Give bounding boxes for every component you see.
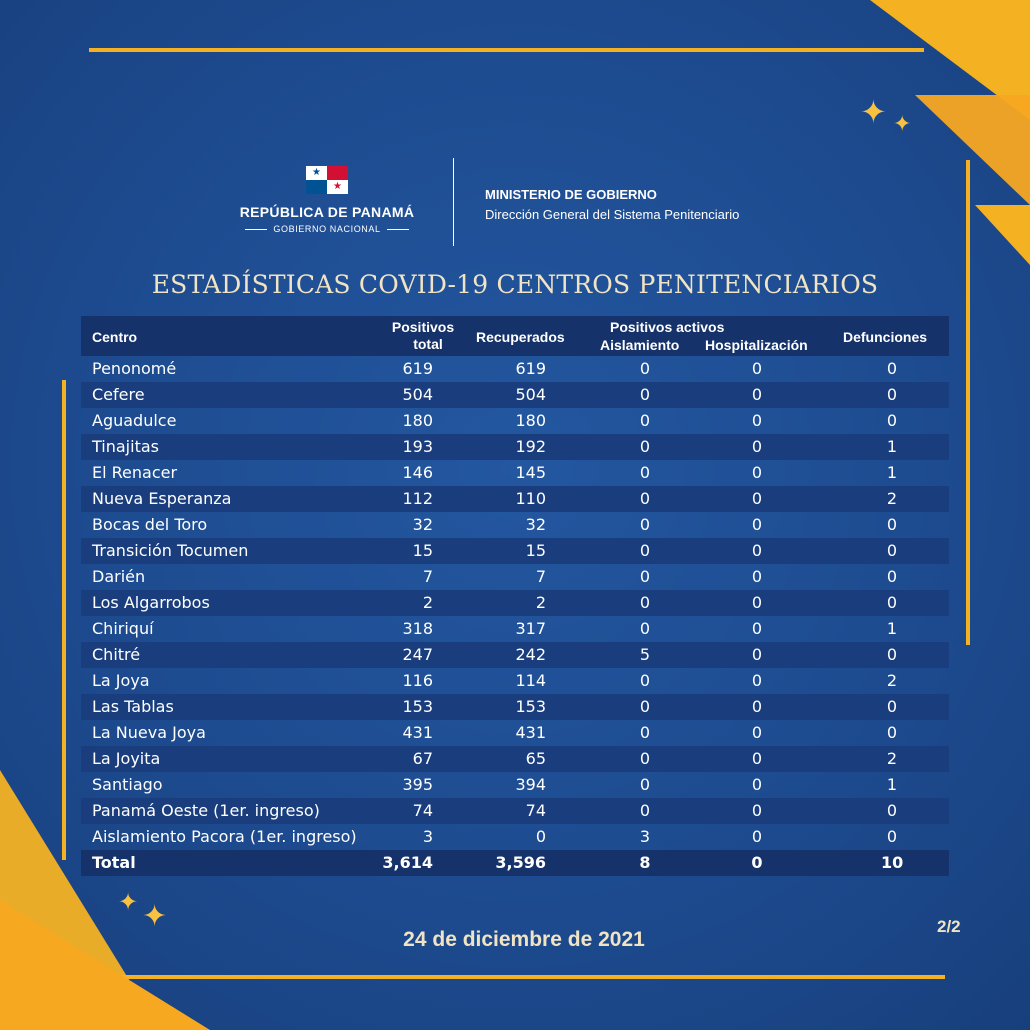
- sparkle-icon: ✦: [893, 112, 912, 137]
- cell-centro: Bocas del Toro: [92, 515, 208, 534]
- col-centro: Centro: [92, 329, 138, 345]
- corner-triangle-bottom-b: [0, 900, 210, 1030]
- cell-defunciones: 0: [886, 593, 898, 612]
- cell-centro: Tinajitas: [92, 437, 159, 456]
- cell-defunciones: 0: [886, 567, 898, 586]
- cell-aislamiento: 0: [639, 619, 651, 638]
- cell-centro: Chiriquí: [92, 619, 154, 638]
- cell-hospitalizacion: 0: [751, 567, 763, 586]
- cell-aislamiento: 0: [639, 801, 651, 820]
- cell-aislamiento: 0: [639, 411, 651, 430]
- cell-hospitalizacion: 0: [751, 749, 763, 768]
- cell-positivos: 180: [402, 411, 433, 430]
- cell-defunciones: 0: [886, 359, 898, 378]
- cell-hospitalizacion: 0: [751, 489, 763, 508]
- cell-hospitalizacion: 0: [751, 463, 763, 482]
- cell-hospitalizacion: 0: [751, 593, 763, 612]
- cell-hospitalizacion: 0: [751, 411, 763, 430]
- cell-aislamiento: 8: [639, 853, 651, 872]
- cell-defunciones: 2: [886, 671, 898, 690]
- cell-centro: Los Algarrobos: [92, 593, 210, 612]
- cell-recuperados: 504: [515, 385, 546, 404]
- cell-recuperados: 15: [525, 541, 546, 560]
- table-row: [81, 486, 949, 512]
- directorate-name: Dirección General del Sistema Penitenciario: [485, 207, 740, 222]
- cell-defunciones: 0: [886, 723, 898, 742]
- table-row-total: [81, 850, 949, 876]
- cell-positivos: 3: [422, 827, 433, 846]
- cell-defunciones: 1: [886, 437, 898, 456]
- cell-positivos: 32: [412, 515, 433, 534]
- cell-centro: Total: [92, 853, 136, 872]
- cell-defunciones: 1: [886, 463, 898, 482]
- table-row: [81, 564, 949, 590]
- cell-aislamiento: 5: [639, 645, 651, 664]
- cell-recuperados: 74: [525, 801, 546, 820]
- table-row: [81, 746, 949, 772]
- cell-hospitalizacion: 0: [751, 437, 763, 456]
- table-row: [81, 772, 949, 798]
- cell-positivos: 116: [402, 671, 433, 690]
- cell-defunciones: 2: [886, 489, 898, 508]
- cell-aislamiento: 0: [639, 541, 651, 560]
- table-row: [81, 616, 949, 642]
- cell-hospitalizacion: 0: [751, 723, 763, 742]
- cell-hospitalizacion: 0: [751, 775, 763, 794]
- cell-centro: Nueva Esperanza: [92, 489, 232, 508]
- cell-hospitalizacion: 0: [751, 385, 763, 404]
- cell-defunciones: 1: [886, 619, 898, 638]
- table-row: [81, 382, 949, 408]
- cell-positivos: 318: [402, 619, 433, 638]
- cell-hospitalizacion: 0: [751, 801, 763, 820]
- cell-recuperados: 192: [515, 437, 546, 456]
- table-header: [81, 316, 949, 356]
- government-name: GOBIERNO NACIONAL: [220, 224, 434, 234]
- cell-defunciones: 1: [886, 775, 898, 794]
- cell-recuperados: 114: [515, 671, 546, 690]
- cell-recuperados: 317: [515, 619, 546, 638]
- cell-defunciones: 0: [886, 411, 898, 430]
- table-row: [81, 824, 949, 850]
- table-row: [81, 512, 949, 538]
- panama-flag-icon: ★ ★: [306, 166, 348, 194]
- covid-table: [81, 316, 949, 876]
- table-row: [81, 460, 949, 486]
- cell-aislamiento: 0: [639, 671, 651, 690]
- cell-positivos: 2: [422, 593, 433, 612]
- page-indicator: 2/2: [937, 917, 961, 936]
- col-positivos-activos: Positivos activos: [610, 319, 725, 335]
- cell-centro: Darién: [92, 567, 146, 586]
- cell-positivos: 67: [412, 749, 433, 768]
- table-row: [81, 642, 949, 668]
- cell-recuperados: 153: [515, 697, 546, 716]
- col-positivos: Positivos total: [391, 319, 455, 352]
- table-row: [81, 590, 949, 616]
- cell-hospitalizacion: 0: [751, 619, 763, 638]
- cell-hospitalizacion: 0: [751, 515, 763, 534]
- cell-aislamiento: 0: [639, 515, 651, 534]
- cell-recuperados: 0: [535, 827, 546, 846]
- page-title: ESTADÍSTICAS COVID-19 CENTROS PENITENCIARIOS: [151, 270, 879, 299]
- cell-centro: Aguadulce: [92, 411, 177, 430]
- sparkle-icon: ✦: [860, 93, 887, 131]
- cell-defunciones: 0: [886, 697, 898, 716]
- table-row: [81, 356, 949, 382]
- cell-recuperados: 32: [525, 515, 546, 534]
- cell-recuperados: 7: [535, 567, 546, 586]
- col-recuperados: Recuperados: [476, 329, 565, 345]
- cell-hospitalizacion: 0: [751, 827, 763, 846]
- cell-recuperados: 65: [525, 749, 546, 768]
- cell-centro: El Renacer: [92, 463, 178, 482]
- cell-positivos: 15: [412, 541, 433, 560]
- cell-aislamiento: 0: [639, 463, 651, 482]
- cell-centro: La Nueva Joya: [92, 723, 206, 742]
- col-defunciones: Defunciones: [843, 329, 928, 345]
- cell-positivos: 7: [422, 567, 433, 586]
- cell-centro: Transición Tocumen: [92, 541, 249, 560]
- table-row: [81, 694, 949, 720]
- cell-positivos: 74: [412, 801, 433, 820]
- cell-defunciones: 0: [886, 801, 898, 820]
- header: [0, 150, 1030, 260]
- top-gold-line: [89, 48, 924, 52]
- cell-recuperados: 242: [515, 645, 546, 664]
- cell-positivos: 146: [402, 463, 433, 482]
- cell-recuperados: 2: [535, 593, 546, 612]
- cell-positivos: 395: [402, 775, 433, 794]
- cell-aislamiento: 0: [639, 593, 651, 612]
- cell-aislamiento: 0: [639, 567, 651, 586]
- cell-aislamiento: 0: [639, 437, 651, 456]
- table-row: [81, 798, 949, 824]
- cell-defunciones: 2: [886, 749, 898, 768]
- cell-hospitalizacion: 0: [751, 541, 763, 560]
- cell-defunciones: 10: [881, 853, 904, 872]
- cell-centro: Penonomé: [92, 359, 177, 378]
- cell-aislamiento: 0: [639, 489, 651, 508]
- cell-recuperados: 180: [515, 411, 546, 430]
- cell-centro: Las Tablas: [92, 697, 174, 716]
- table-row: [81, 434, 949, 460]
- cell-defunciones: 0: [886, 827, 898, 846]
- cell-aislamiento: 0: [639, 749, 651, 768]
- cell-positivos: 431: [402, 723, 433, 742]
- cell-centro: Panamá Oeste (1er. ingreso): [92, 801, 320, 820]
- cell-hospitalizacion: 0: [751, 671, 763, 690]
- cell-defunciones: 0: [886, 515, 898, 534]
- cell-defunciones: 0: [886, 645, 898, 664]
- cell-positivos: 504: [402, 385, 433, 404]
- cell-recuperados: 394: [515, 775, 546, 794]
- sparkle-icon: ✦: [142, 899, 168, 934]
- table-row: [81, 668, 949, 694]
- cell-recuperados: 145: [515, 463, 546, 482]
- cell-defunciones: 0: [886, 541, 898, 560]
- cell-aislamiento: 0: [639, 697, 651, 716]
- header-divider: [453, 158, 454, 246]
- cell-positivos: 3,614: [382, 853, 433, 872]
- cell-centro: La Joyita: [92, 749, 161, 768]
- cell-recuperados: 3,596: [495, 853, 546, 872]
- cell-recuperados: 619: [515, 359, 546, 378]
- cell-positivos: 619: [402, 359, 433, 378]
- cell-centro: Cefere: [92, 385, 145, 404]
- cell-positivos: 153: [402, 697, 433, 716]
- table-row: [81, 538, 949, 564]
- cell-centro: Santiago: [92, 775, 163, 794]
- bottom-gold-line: [120, 975, 945, 979]
- cell-defunciones: 0: [886, 385, 898, 404]
- cell-positivos: 247: [402, 645, 433, 664]
- cell-aislamiento: 0: [639, 723, 651, 742]
- cell-aislamiento: 0: [639, 775, 651, 794]
- cell-positivos: 112: [402, 489, 433, 508]
- sparkle-icon: ✦: [118, 888, 139, 916]
- cell-aislamiento: 0: [639, 385, 651, 404]
- report-date: 24 de diciembre de 2021: [403, 928, 645, 951]
- cell-recuperados: 431: [515, 723, 546, 742]
- cell-recuperados: 110: [515, 489, 546, 508]
- cell-centro: Aislamiento Pacora (1er. ingreso): [92, 827, 357, 846]
- republic-name: REPÚBLICA DE PANAMÁ: [239, 204, 415, 220]
- cell-centro: Chitré: [92, 645, 141, 664]
- cell-aislamiento: 0: [639, 359, 651, 378]
- ministry-name: MINISTERIO DE GOBIERNO: [485, 187, 657, 202]
- cell-hospitalizacion: 0: [751, 697, 763, 716]
- cell-hospitalizacion: 0: [751, 359, 763, 378]
- cell-positivos: 193: [402, 437, 433, 456]
- table-body: [81, 356, 949, 850]
- table-row: [81, 408, 949, 434]
- cell-aislamiento: 3: [639, 827, 651, 846]
- table-row: [81, 720, 949, 746]
- col-hospitalizacion: Hospitalización: [705, 337, 808, 353]
- col-aislamiento: Aislamiento: [600, 337, 680, 353]
- cell-hospitalizacion: 0: [751, 853, 763, 872]
- cell-centro: La Joya: [92, 671, 150, 690]
- cell-hospitalizacion: 0: [751, 645, 763, 664]
